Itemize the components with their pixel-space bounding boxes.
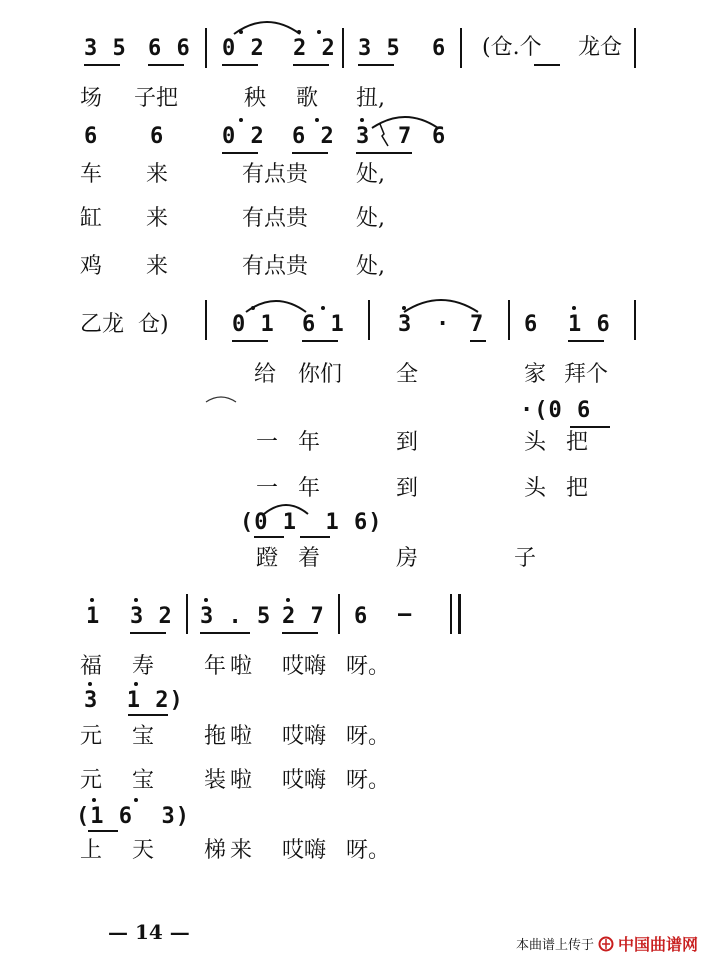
underline: [300, 536, 330, 538]
octave-dot: [360, 118, 364, 122]
percussion-text: 乙龙 仓): [80, 312, 169, 337]
lyric: 处,: [356, 254, 385, 279]
octave-dot: [88, 682, 92, 686]
note-group: 3 1 2): [84, 688, 184, 713]
lyric: 给: [254, 362, 277, 387]
octave-dot: [134, 798, 138, 802]
lyric: 到: [396, 476, 419, 501]
lyric: 家: [524, 362, 547, 387]
lyric: 把: [566, 430, 589, 455]
percussion-text: (仓.个: [482, 35, 542, 60]
note: 7: [398, 124, 413, 149]
lyric: 蹬: [256, 546, 279, 571]
lyric: 鸡: [80, 254, 103, 279]
underline: [568, 340, 604, 342]
lyric: 元: [80, 768, 103, 793]
note-group: (0 1 1 6): [240, 510, 383, 535]
note-group: 3 5: [84, 36, 127, 61]
dash: —: [398, 602, 413, 627]
underline: [128, 714, 168, 716]
underline: [130, 632, 166, 634]
octave-dot: [92, 798, 96, 802]
lyric: 拜个: [564, 362, 609, 387]
note: 6: [432, 124, 447, 149]
lyric: 天: [132, 838, 155, 863]
site-logo-text[interactable]: 中国曲谱网: [618, 937, 699, 954]
lyric: 车: [80, 162, 103, 187]
lyric: 头: [524, 476, 547, 501]
note-group: 0 1: [232, 312, 275, 337]
lyric: 哎嗨: [282, 654, 327, 679]
octave-dot: [317, 30, 321, 34]
lyric: 来: [146, 206, 169, 231]
note: 6: [354, 604, 369, 629]
lyric: 房: [396, 546, 419, 571]
slur: [232, 16, 302, 36]
barline: [205, 28, 207, 68]
slur: [402, 294, 480, 314]
page-number: — 14 —: [108, 920, 190, 944]
barline: [205, 300, 207, 340]
lyric: 年: [298, 476, 321, 501]
lyric: 全: [396, 362, 419, 387]
note-group: 3 . 5: [200, 604, 272, 629]
underline: [222, 152, 258, 154]
underline: [570, 426, 610, 428]
note-group: 0 2: [222, 124, 265, 149]
octave-dot: [134, 682, 138, 686]
note-group: 0 2: [222, 36, 265, 61]
note: ·: [436, 312, 451, 337]
lyric: 呀。: [346, 724, 391, 749]
credit-text: 本曲谱上传于: [516, 937, 595, 952]
lyric: 宝: [132, 724, 155, 749]
octave-dot: [572, 306, 576, 310]
lyric: 一: [256, 430, 279, 455]
lyric: 呀。: [346, 654, 391, 679]
barline: [342, 28, 344, 68]
note: 7: [470, 312, 485, 337]
site-logo-icon: [598, 936, 614, 952]
lyric: 哎嗨: [282, 768, 327, 793]
slur: [262, 500, 310, 516]
note-group: 6 6: [148, 36, 191, 61]
lyric: 你们: [298, 362, 343, 387]
barline: [634, 300, 636, 340]
underline: [358, 64, 394, 66]
lyric: 拖: [204, 724, 227, 749]
octave-dot: [90, 598, 94, 602]
octave-dot: [239, 118, 243, 122]
underline: [292, 152, 328, 154]
note-group: 2 7: [282, 604, 325, 629]
barline: [368, 300, 370, 340]
note-group: 6: [432, 36, 447, 61]
lyric: 哎嗨: [282, 724, 327, 749]
final-barline: [458, 594, 461, 634]
lyric: 年: [204, 654, 227, 679]
lyric: 秧: [244, 86, 267, 111]
stray-mark: [204, 394, 238, 404]
lyric: 子: [514, 546, 537, 571]
note-group: (1 6 3): [76, 804, 190, 829]
note: 6: [84, 124, 99, 149]
lyric: 场: [80, 86, 103, 111]
underline: [356, 152, 412, 154]
underline: [282, 632, 318, 634]
note-group: 6 1: [302, 312, 345, 337]
lyric: 啦: [230, 654, 253, 679]
octave-dot: [286, 598, 290, 602]
lyric: 来: [146, 162, 169, 187]
lyric: 寿: [132, 654, 155, 679]
octave-dot: [134, 598, 138, 602]
note: 3: [356, 124, 371, 149]
underline: [302, 340, 338, 342]
barline: [460, 28, 462, 68]
lyric: 处,: [356, 162, 385, 187]
note-group: 1 6: [568, 312, 611, 337]
lyric: 有点贵: [242, 162, 309, 187]
percussion-text: 龙仓: [578, 35, 623, 60]
lyric: 啦: [230, 768, 253, 793]
lyric: 缸: [80, 206, 103, 231]
lyric: 装: [204, 768, 227, 793]
site-credit: [516, 932, 698, 955]
lyric: 一: [256, 476, 279, 501]
note-group: 3 5: [358, 36, 401, 61]
octave-dot: [321, 306, 325, 310]
barline: [508, 300, 510, 340]
lyric: 扭,: [356, 86, 385, 111]
lyric: 歌: [296, 86, 319, 111]
barline: [338, 594, 340, 634]
note: 3: [398, 312, 413, 337]
underline: [148, 64, 184, 66]
underline: [222, 64, 258, 66]
underline: [254, 536, 284, 538]
note-group: 6 2: [292, 124, 335, 149]
lyric: 头: [524, 430, 547, 455]
lyric: 年: [298, 430, 321, 455]
note: 6: [524, 312, 539, 337]
octave-dot: [204, 598, 208, 602]
lyric: 着: [298, 546, 321, 571]
barline: [186, 594, 188, 634]
barline: [634, 28, 636, 68]
lyric: 有点贵: [242, 206, 309, 231]
barline: [450, 594, 452, 634]
lyric: 梯: [204, 838, 227, 863]
note: 6: [150, 124, 165, 149]
octave-dot: [315, 118, 319, 122]
lyric: 到: [396, 430, 419, 455]
note: 1: [86, 604, 101, 629]
note-group: 3 2: [130, 604, 173, 629]
lyric: 哎嗨: [282, 838, 327, 863]
lyric: 子把: [134, 86, 179, 111]
underline: [88, 830, 118, 832]
underline: [200, 632, 250, 634]
lyric: 上: [80, 838, 103, 863]
lyric: 把: [566, 476, 589, 501]
lyric: 来: [146, 254, 169, 279]
underline: [534, 64, 560, 66]
lyric: 啦: [230, 724, 253, 749]
note-group: ·(0 6: [520, 398, 592, 423]
lyric: 来: [230, 838, 253, 863]
lyric: 有点贵: [242, 254, 309, 279]
lyric: 元: [80, 724, 103, 749]
grace-mark: [378, 122, 390, 148]
slur: [244, 296, 308, 314]
lyric: 呀。: [346, 768, 391, 793]
underline: [470, 340, 486, 342]
note-group: 2 2: [293, 36, 336, 61]
underline: [293, 64, 329, 66]
lyric: 福: [80, 654, 103, 679]
lyric: 处,: [356, 206, 385, 231]
lyric: 宝: [132, 768, 155, 793]
lyric: 呀。: [346, 838, 391, 863]
underline: [232, 340, 268, 342]
underline: [84, 64, 120, 66]
